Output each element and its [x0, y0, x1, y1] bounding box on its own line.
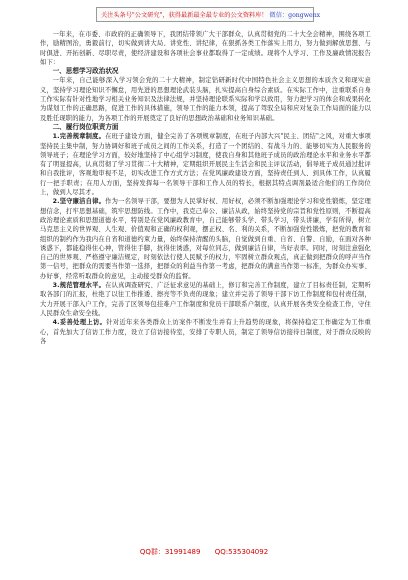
- duty-item-4-title: 4.妥善处理上访。: [52, 319, 107, 327]
- duty-item-2-title: 2.坚守廉洁自律。: [52, 198, 106, 206]
- duty-item-3-text: 在认真调查研究、广泛征求意见的基础上，修订和完善工作制度，建立了目标责任制，定期听取各部门的汇报，杜绝了以往工作推诿、擦亮等不负责的现象；建立并完善了领导干部下访工作制度和包村责任制，大力开展干部入户工作，完善了区领导包挂难户工作制度和党员干部联系户制度，认真开展各类安全检查工作，守住人民群众生命安全线。: [40, 282, 371, 317]
- footer-qq: QQ:535304092: [214, 548, 269, 556]
- intro-paragraph: 一年来，在市委、市政府的正确领导下，我团结带领广大干部群众，认真贯彻党的二十大全会精神，围绕各项工作，励精图治，勇毅前行，切实做到讲大局、讲党性、讲纪律，在狠抓各类工作落实上用力，努力做到解放思想、与时俱进、开拓创新、尽职尽责，使经济建设和各项社会事业都取得了一定成绩。现将个人学习、工作及廉政情况报告如下：: [40, 31, 371, 66]
- duty-item-1: [40, 132, 371, 197]
- footer-contact: [0, 545, 408, 559]
- section-heading-duties: 二、履行岗位职责方面: [52, 122, 119, 131]
- banner-text: 关注头条号"公文研究"，获得最新最全最专业的公文资料库！: [101, 12, 268, 19]
- banner-wechat: 微信：gongwenx: [269, 12, 321, 19]
- duty-item-1-text: 在班子建设方面，健全完善了各项规章制度，在班子内部大兴"民主、团结"之风，对重大事项坚持民主集中制，努力协调好和班子成员之间的工作关系，打造了一个团结的、有战斗力的、能够切实为人民服务的领导班子；在理论学习方面，较好地坚持了中心组学习制度，使我自身和其他班子成员的政治理论水平和业务水平都有了明显提高，认真贯彻了学习贯彻二十大精神，定期组织开展民主生活会和民主评议活动，倡导班子成员通过批评和自我批评，客观地审视不足，切实改进工作方式方法；在党风廉政建设方面，坚持责任到人、到具体工作，认真履行一把手职责；在用人方面，坚持发挥每一名领导干部和工作人员的特长，根据其特点调剂最适合他们的工作岗位上，做到人尽其才。: [40, 133, 372, 197]
- duty-item-4: [40, 318, 371, 346]
- duty-item-2: [40, 197, 371, 281]
- duty-item-1-title: 1.完善规章制度。: [52, 133, 106, 141]
- duty-item-3: [40, 281, 371, 318]
- ideology-paragraph: 一年来，自己能够深入学习领会党的二十大精神，制定钻研新时代中国特色社会主义思想的本质含义和现实意义，坚持学习理论知识不懈怠，用先进的思想理论武装头脑，扎实提高自身综合素质。在实际工作中，注重联系自身工作实际有针对性地学习相关业务知识及法律法规，并坚持理论联系实际和学以致用，努力把学习的体会和成果转化为谋划工作的正确思路，促进工作的具体措施，领导工作的能力本领，提高了驾驭全局和应对复杂工作局面的能力以及胜任现职的能力，为各项工作的开展奠定了良好的思想政治基础和业务知识基础。: [40, 77, 371, 122]
- duty-item-4-text: 针对近年来各类群众上访案件不断发生并有上升趋势的现象，将保持稳定工作确定为工作重心，首先加大了信访工作力度，设立了信访接待室，安排了专职人员，制定了领导信访接待日制度，对于群众反映的各: [40, 319, 372, 345]
- footer-qq-group: QQ群：31991489: [139, 548, 201, 556]
- duty-item-3-title: 3.规范管理水平。: [52, 282, 106, 290]
- section-heading-ideology: 一、思想学习政治状况: [52, 67, 119, 76]
- watermark-banner: [96, 7, 321, 22]
- duty-item-2-text: 作为一名领导干部，要想为人民掌好权、用好权，必须不断加强理论学习和党性锻炼，坚定理想信念，打牢思想基础，筑牢思想防线。工作中，我克己奉公、廉洁从政，始终坚持党的宗旨和党性原则，不断提高政治理论素质和思想道德水平，特别是在党风廉政教育中，自己能够带头学、带头学习，带头讲廉，学有所得，树立马克思主义的世界观、人生观、价值观和正确的权利观，摆正权、名、利的关系，不断加强党性锻炼，把党的教育和组织的制约作为我内在自省和道德约束力量，始终保持清醒的头脑，自觉做到自重、自省、自警、自励，在面对各种诱惑下，都能稳得住心神，管得住手脚，抗得住诱惑，对每位同志，做到廉洁自律，当好表率。同时，时刻注意强化自己的世界观、严格遵守廉洁规定，时刻依法行使人民赋予的权力，牢固树立群众观点，真正做到把群众的呼声当作第一信号，把群众的需要当作第一选择，把群众的利益当作第一考虑，把群众的满意当作第一标准，为群众办实事、办好事，经常听取群众的意见，主动接受群众的监督。: [40, 198, 371, 280]
- document-body: [40, 30, 371, 530]
